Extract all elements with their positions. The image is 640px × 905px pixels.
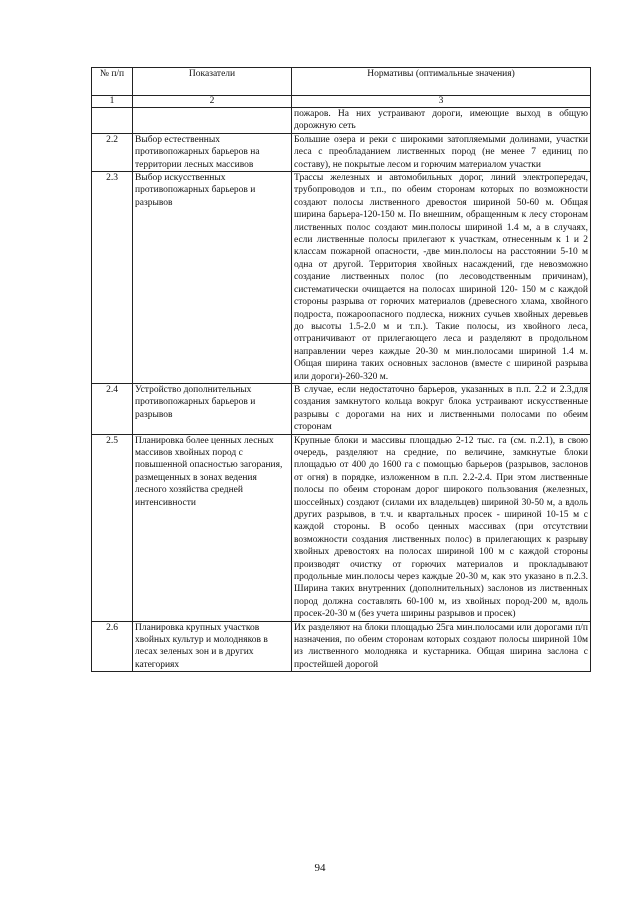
row-indicator: Планировка более ценных лесных массивов хвойных пород с повышенной опасностью загорания, размещенных в зонах ведения лесного хозяйства средней интенсивности — [133, 434, 292, 621]
row-norm: В случае, если недостаточно барьеров, указанных в п.п. 2.2 и 2.3,для создания замкнутого кольца вокруг блока устраивают искусственные разрывы с дорогами на них и лиственными полосами по обеим сторонам — [292, 383, 591, 434]
column-number-1: 1 — [92, 96, 133, 108]
table-row — [92, 383, 591, 434]
column-number-3: 3 — [292, 96, 591, 108]
row-norm: пожаров. На них устраивают дороги, имеющие выход в общую дорожную сеть — [292, 108, 591, 134]
header-row — [92, 68, 591, 96]
row-norm: Трассы железных и автомобильных дорог, линий электропередач, трубопроводов и т.п., по обеим сторонам которых по возможности создают полосы лиственного древостоя шириной 50-60 м. Общая ширина барьера-120-150 м. По внешним, обращенным к лесу сторонам лиственных полос создают мин.полосы шириной 1.4 м, а в случаях, если лиственные полосы прилегают к участкам, отнесенным к 1 и 2 классам пожарной опасности, -две мин.полосы на расстоянии 5-10 м одна от другой. Территория хвойных насаждений, где невозможно создание лиственных полос (по лесоводственным причинам), систематически очищается на полосах шириной 120- 150 м с каждой стороны разрыва от горючих материалов (древесного хлама, хвойного подроста, пожароопасного подлеска, нижних сучьев хвойных деревьев до высоты 1.5-2.0 м и т.п.). Такие полосы, из хвойного леса, отграничивают от прилегающего леса и разделяют в продольном направлении через каждые 20-30 м мин.полосами шириной 1.4 м. Общая ширина таких основных заслонов (вместе с шириной разрыва или дороги)-260-320 м. — [292, 172, 591, 384]
table-row — [92, 108, 591, 134]
table-row — [92, 133, 591, 171]
norms-table — [91, 67, 591, 672]
table-row — [92, 172, 591, 384]
row-norm: Большие озера и реки с широкими затопляемыми долинами, участки леса с преобладанием лиственных пород (не менее 7 единиц по составу), не покрытые лесом и горючим материалом участки — [292, 133, 591, 171]
row-number: 2.4 — [92, 383, 133, 434]
row-number: 2.3 — [92, 172, 133, 384]
page-number: 94 — [314, 862, 326, 874]
header-num: № п/п — [92, 68, 133, 96]
header-indicators: Показатели — [133, 68, 292, 96]
row-norm: Их разделяют на блоки площадью 25га мин.полосами или дорогами п/п назначения, по обеим сторонам которых создают полосы шириной 10м из лиственного молодняка и кустарника. Общая ширина заслона с простейшей дорогой — [292, 621, 591, 672]
row-indicator — [133, 108, 292, 134]
row-indicator: Устройство дополнительных противопожарных барьеров и разрывов — [133, 383, 292, 434]
row-number: 2.5 — [92, 434, 133, 621]
table-row — [92, 434, 591, 621]
row-number: 2.6 — [92, 621, 133, 672]
column-number-2: 2 — [133, 96, 292, 108]
row-indicator: Планировка крупных участков хвойных культур и молодняков в лесах зеленых зон и в других категориях — [133, 621, 292, 672]
row-indicator: Выбор естественных противопожарных барьеров на территории лесных массивов — [133, 133, 292, 171]
table-row — [92, 621, 591, 672]
header-norms: Нормативы (оптимальные значения) — [292, 68, 591, 96]
column-number-row — [92, 96, 591, 108]
row-number — [92, 108, 133, 134]
row-number: 2.2 — [92, 133, 133, 171]
row-norm: Крупные блоки и массивы площадью 2-12 тыс. га (см. п.2.1), в свою очередь, разделяют на средние, по величине, замкнутые блоки площадью от 400 до 1600 га с помощью барьеров (разрывов, заслонов от огня) в порядке, изложенном в п.п. 2.2-2.4. При этом лиственные полосы по обеим сторонам дорог широкого пользования (железных, шоссейных) создают (силами их владельцев) шириной 30-50 м, а вдоль других разрывов, в т.ч. и квартальных просек - шириной 10-15 м с каждой стороны. В особо ценных массивах (при отсутствии возможности создания лиственных полос) в прилегающих к разрыву хвойных древостоях на полосах шириной 100 м с каждой стороны производят очистку от горючих материалов и прокладывают продольные мин.полосы через каждые 20-30 м, как это указано в п.2.3. Ширина таких внутренних (дополнительных) заслонов из лиственных пород должна составлять 60-100 м, из хвойных пород-200 м, вдоль просек-20-30 м (без учета ширины разрывов и просек) — [292, 434, 591, 621]
row-indicator: Выбор искусственных противопожарных барьеров и разрывов — [133, 172, 292, 384]
